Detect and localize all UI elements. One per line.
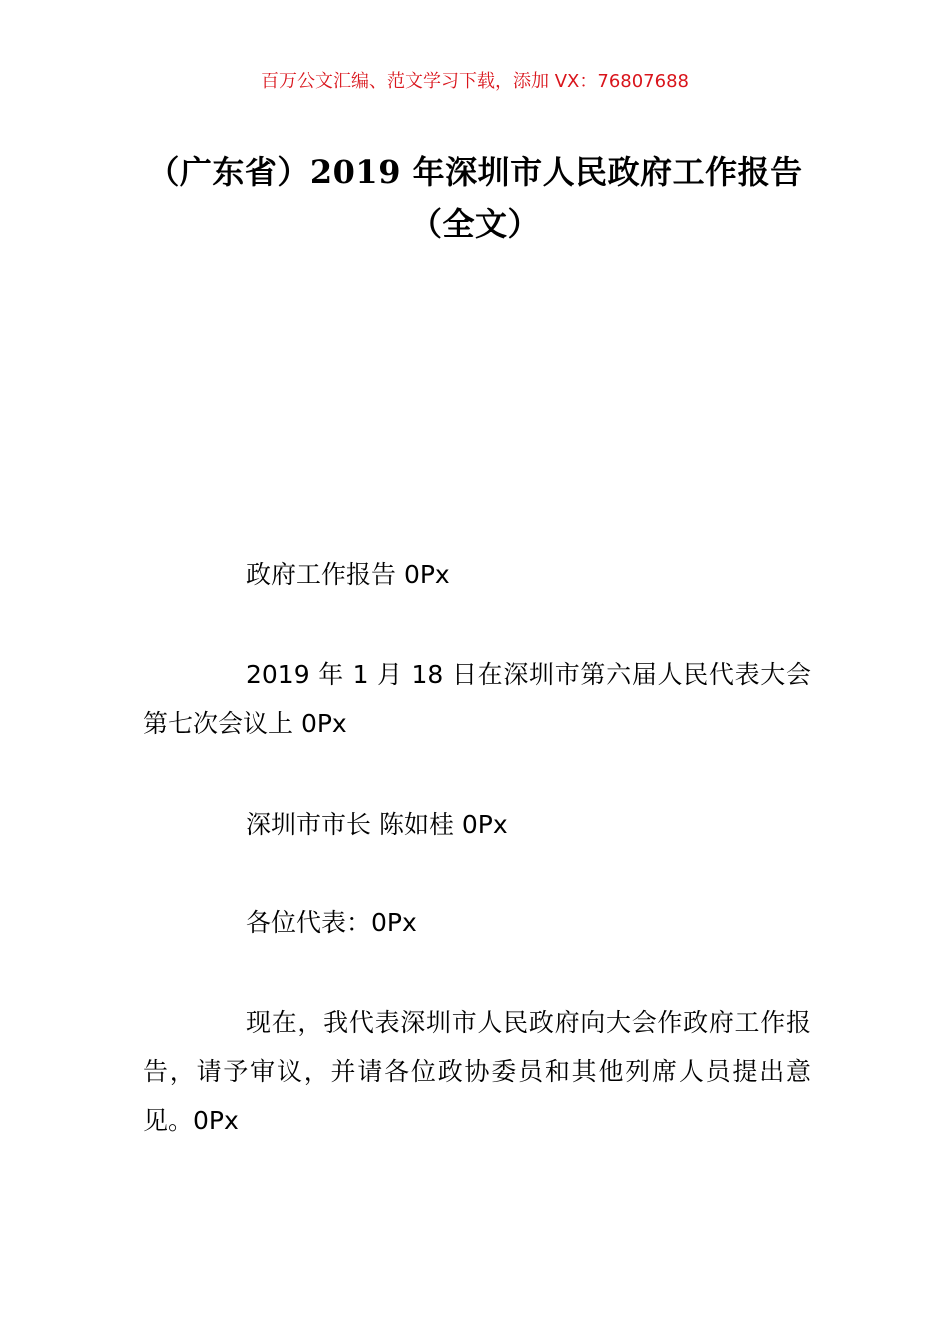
paragraph-meeting-line: 2019 年 1 月 18 日在深圳市第六届人民代表大会第七次会议上 0Px [143,660,811,738]
paragraph-mayor-line: 深圳市市长 陈如桂 0Px [246,810,508,839]
paragraph-report-label: 政府工作报告 0Px [246,560,450,589]
paragraph-greeting: 各位代表：0Px [246,908,417,937]
paragraph-opening: 现在，我代表深圳市人民政府向大会作政府工作报告，请予审议，并请各位政协委员和其他列席人员提出意见。0Px [143,1008,811,1135]
document-title: （广东省）2019 年深圳市人民政府工作报告（全文） [147,153,803,243]
header-promo-text: 百万公文汇编、范文学习下载，添加 VX：76807688 [261,71,689,92]
